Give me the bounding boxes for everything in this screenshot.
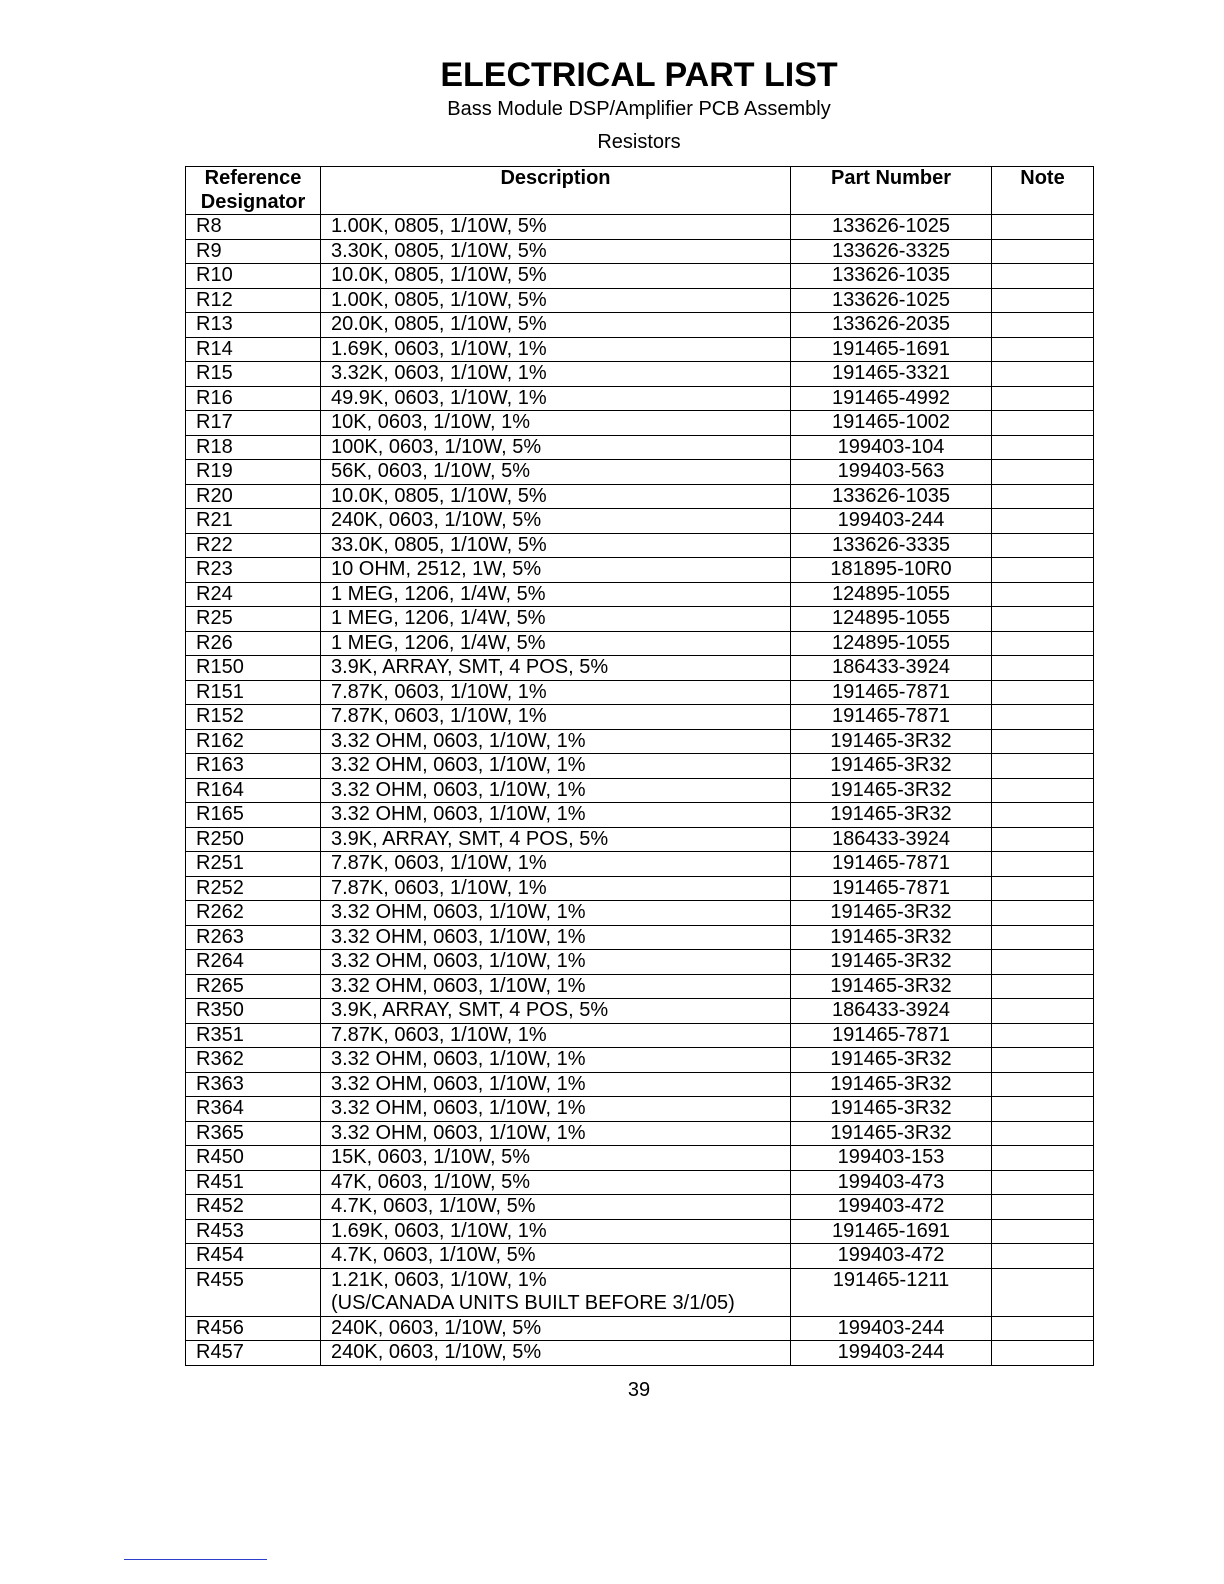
description-text: 10.0K, 0805, 1/10W, 5%	[331, 484, 547, 507]
note-cell	[992, 974, 1094, 999]
table-row	[186, 1195, 1094, 1220]
table-row	[186, 288, 1094, 313]
note-cell	[992, 827, 1094, 852]
table-row	[186, 558, 1094, 583]
note-cell	[992, 411, 1094, 436]
column-header-part-number: Part Number	[791, 167, 992, 215]
part-number-cell: 191465-3R32	[791, 754, 992, 779]
reference-designator-cell: R252	[186, 876, 321, 901]
part-number-cell: 124895-1055	[791, 631, 992, 656]
note-cell	[992, 337, 1094, 362]
description-text: 3.32 OHM, 0603, 1/10W, 1%	[331, 974, 586, 997]
description-cell	[321, 1023, 791, 1048]
note-cell	[992, 215, 1094, 240]
note-cell	[992, 288, 1094, 313]
description-text: 7.87K, 0603, 1/10W, 1%	[331, 876, 547, 899]
note-cell	[992, 533, 1094, 558]
part-number-cell: 191465-3R32	[791, 950, 992, 975]
description-text: 1 MEG, 1206, 1/4W, 5%	[331, 631, 546, 654]
description-cell	[321, 435, 791, 460]
table-row	[186, 1097, 1094, 1122]
reference-designator-cell: R162	[186, 729, 321, 754]
table-row	[186, 876, 1094, 901]
reference-designator-cell: R264	[186, 950, 321, 975]
reference-designator-cell: R351	[186, 1023, 321, 1048]
note-cell	[992, 558, 1094, 583]
reference-designator-cell: R265	[186, 974, 321, 999]
note-cell	[992, 460, 1094, 485]
description-cell	[321, 1048, 791, 1073]
description-text: 240K, 0603, 1/10W, 5%	[331, 509, 542, 531]
part-number-cell: 191465-7871	[791, 876, 992, 901]
note-cell	[992, 778, 1094, 803]
part-number-cell: 199403-104	[791, 435, 992, 460]
note-cell	[992, 1097, 1094, 1122]
part-number-cell: 191465-4992	[791, 386, 992, 411]
part-number-cell: 133626-3325	[791, 239, 992, 264]
reference-designator-cell: R24	[186, 582, 321, 607]
note-cell	[992, 264, 1094, 289]
reference-designator-cell: R14	[186, 337, 321, 362]
table-row	[186, 950, 1094, 975]
description-text: 240K, 0603, 1/10W, 5%	[331, 1341, 542, 1363]
description-text: 49.9K, 0603, 1/10W, 1%	[331, 386, 547, 409]
note-cell	[992, 656, 1094, 681]
part-number-cell: 133626-2035	[791, 313, 992, 338]
reference-designator-cell: R23	[186, 558, 321, 583]
description-cell	[321, 607, 791, 632]
description-cell	[321, 974, 791, 999]
note-cell	[992, 852, 1094, 877]
part-number-cell: 191465-3R32	[791, 1072, 992, 1097]
description-cell	[321, 1097, 791, 1122]
part-number-cell: 133626-3335	[791, 533, 992, 558]
table-row	[186, 509, 1094, 534]
table-row	[186, 386, 1094, 411]
part-number-cell: 124895-1055	[791, 607, 992, 632]
table-row	[186, 778, 1094, 803]
reference-designator-cell: R151	[186, 680, 321, 705]
table-row	[186, 1072, 1094, 1097]
description-cell	[321, 827, 791, 852]
description-cell	[321, 1146, 791, 1171]
note-cell	[992, 1341, 1094, 1366]
part-number-cell: 133626-1025	[791, 215, 992, 240]
part-number-cell: 191465-1691	[791, 1219, 992, 1244]
reference-designator-cell: R365	[186, 1121, 321, 1146]
description-text: 7.87K, 0603, 1/10W, 1%	[331, 1023, 547, 1046]
description-text: 3.9K, ARRAY, SMT, 4 POS, 5%	[331, 656, 609, 678]
table-row	[186, 1121, 1094, 1146]
description-text: 10.0K, 0805, 1/10W, 5%	[331, 264, 547, 286]
note-cell	[992, 1048, 1094, 1073]
table-row	[186, 215, 1094, 240]
reference-designator-cell: R262	[186, 901, 321, 926]
part-number-cell: 191465-7871	[791, 705, 992, 730]
description-text: 100K, 0603, 1/10W, 5%	[331, 435, 542, 458]
description-text: 3.32 OHM, 0603, 1/10W, 1%	[331, 1048, 586, 1070]
part-number-cell: 186433-3924	[791, 999, 992, 1024]
reference-designator-cell: R163	[186, 754, 321, 779]
table-row	[186, 264, 1094, 289]
note-cell	[992, 362, 1094, 387]
description-cell	[321, 901, 791, 926]
reference-designator-cell: R152	[186, 705, 321, 730]
reference-designator-cell: R165	[186, 803, 321, 828]
description-text: 3.32 OHM, 0603, 1/10W, 1%	[331, 754, 586, 776]
reference-designator-cell: R13	[186, 313, 321, 338]
table-header-row	[186, 167, 1094, 215]
part-number-cell: 186433-3924	[791, 656, 992, 681]
table-row	[186, 631, 1094, 656]
table-row	[186, 1170, 1094, 1195]
description-text: 1.00K, 0805, 1/10W, 5%	[331, 215, 547, 237]
part-number-cell: 191465-1691	[791, 337, 992, 362]
description-text: 1 MEG, 1206, 1/4W, 5%	[331, 582, 546, 605]
note-cell	[992, 1219, 1094, 1244]
note-cell	[992, 901, 1094, 926]
description-cell	[321, 1244, 791, 1269]
note-cell	[992, 582, 1094, 607]
reference-designator-cell: R452	[186, 1195, 321, 1220]
description-cell	[321, 876, 791, 901]
description-text: 3.32K, 0603, 1/10W, 1%	[331, 362, 547, 384]
table-row	[186, 1268, 1094, 1316]
description-text: 7.87K, 0603, 1/10W, 1%	[331, 680, 547, 703]
table-row	[186, 362, 1094, 387]
part-number-cell: 186433-3924	[791, 827, 992, 852]
description-text: 4.7K, 0603, 1/10W, 5%	[331, 1244, 536, 1266]
description-cell	[321, 337, 791, 362]
description-cell	[321, 215, 791, 240]
part-number-cell: 191465-3R32	[791, 974, 992, 999]
description-note-text: (US/CANADA UNITS BUILT BEFORE 3/1/05)	[331, 1292, 735, 1314]
table-row	[186, 803, 1094, 828]
table-row	[186, 533, 1094, 558]
reference-designator-cell: R15	[186, 362, 321, 387]
page-number: 39	[627, 1379, 651, 1401]
reference-designator-cell: R450	[186, 1146, 321, 1171]
reference-designator-cell: R451	[186, 1170, 321, 1195]
description-text: 1.69K, 0603, 1/10W, 1%	[331, 337, 547, 360]
reference-designator-cell: R18	[186, 435, 321, 460]
page-title: ELECTRICAL PART LIST	[440, 56, 838, 94]
note-cell	[992, 631, 1094, 656]
part-number-cell: 199403-244	[791, 1316, 992, 1341]
description-cell	[321, 313, 791, 338]
description-cell	[321, 631, 791, 656]
reference-designator-cell: R12	[186, 288, 321, 313]
note-cell	[992, 484, 1094, 509]
note-cell	[992, 1268, 1094, 1316]
description-cell	[321, 558, 791, 583]
table-row	[186, 239, 1094, 264]
description-cell	[321, 1316, 791, 1341]
part-number-cell: 133626-1035	[791, 264, 992, 289]
note-cell	[992, 1146, 1094, 1171]
description-text: 15K, 0603, 1/10W, 5%	[331, 1146, 531, 1168]
reference-designator-cell: R457	[186, 1341, 321, 1366]
description-cell	[321, 533, 791, 558]
note-cell	[992, 803, 1094, 828]
note-cell	[992, 1023, 1094, 1048]
note-cell	[992, 509, 1094, 534]
section-heading: Resistors	[597, 131, 681, 153]
note-cell	[992, 999, 1094, 1024]
table-row	[186, 1023, 1094, 1048]
part-number-cell: 191465-3R32	[791, 925, 992, 950]
reference-designator-cell: R21	[186, 509, 321, 534]
table-row	[186, 852, 1094, 877]
reference-designator-cell: R363	[186, 1072, 321, 1097]
reference-designator-cell: R364	[186, 1097, 321, 1122]
reference-designator-cell: R453	[186, 1219, 321, 1244]
description-cell	[321, 1121, 791, 1146]
part-number-cell: 191465-3R32	[791, 778, 992, 803]
description-text: 10 OHM, 2512, 1W, 5%	[331, 558, 542, 580]
part-number-cell: 124895-1055	[791, 582, 992, 607]
description-cell	[321, 852, 791, 877]
note-cell	[992, 729, 1094, 754]
reference-designator-cell: R250	[186, 827, 321, 852]
part-number-cell: 191465-3R32	[791, 1121, 992, 1146]
reference-designator-cell: R263	[186, 925, 321, 950]
note-cell	[992, 1244, 1094, 1269]
table-row	[186, 1048, 1094, 1073]
description-cell	[321, 1268, 791, 1316]
part-number-cell: 199403-153	[791, 1146, 992, 1171]
table-row	[186, 337, 1094, 362]
footnote-separator	[124, 1559, 267, 1560]
description-text: 3.9K, ARRAY, SMT, 4 POS, 5%	[331, 999, 609, 1021]
table-row	[186, 999, 1094, 1024]
description-cell	[321, 460, 791, 485]
description-cell	[321, 1072, 791, 1097]
reference-designator-cell: R362	[186, 1048, 321, 1073]
table-row	[186, 827, 1094, 852]
note-cell	[992, 435, 1094, 460]
description-cell	[321, 1170, 791, 1195]
description-text: 7.87K, 0603, 1/10W, 1%	[331, 852, 547, 874]
part-number-cell: 199403-473	[791, 1170, 992, 1195]
description-text: 10K, 0603, 1/10W, 1%	[331, 411, 531, 433]
reference-designator-cell: R350	[186, 999, 321, 1024]
column-header-reference: Reference Designator	[186, 167, 321, 215]
table-row	[186, 460, 1094, 485]
table-row	[186, 901, 1094, 926]
description-text: 1.69K, 0603, 1/10W, 1%	[331, 1219, 547, 1242]
description-cell	[321, 484, 791, 509]
parts-table-body	[186, 215, 1094, 1366]
table-row	[186, 1341, 1094, 1366]
description-text: 3.30K, 0805, 1/10W, 5%	[331, 239, 547, 262]
description-text: 4.7K, 0603, 1/10W, 5%	[331, 1195, 536, 1217]
table-row	[186, 484, 1094, 509]
note-cell	[992, 876, 1094, 901]
table-row	[186, 729, 1094, 754]
description-cell	[321, 999, 791, 1024]
parts-table	[185, 166, 1094, 1366]
part-number-cell: 199403-563	[791, 460, 992, 485]
table-row	[186, 680, 1094, 705]
reference-designator-cell: R456	[186, 1316, 321, 1341]
description-cell	[321, 705, 791, 730]
note-cell	[992, 705, 1094, 730]
reference-designator-cell: R20	[186, 484, 321, 509]
table-row	[186, 435, 1094, 460]
part-number-cell: 191465-3R32	[791, 1097, 992, 1122]
table-row	[186, 1219, 1094, 1244]
description-text: 1 MEG, 1206, 1/4W, 5%	[331, 607, 546, 629]
description-text: 56K, 0603, 1/10W, 5%	[331, 460, 531, 482]
note-cell	[992, 754, 1094, 779]
note-cell	[992, 239, 1094, 264]
part-number-cell: 191465-1211	[791, 1268, 992, 1316]
part-number-cell: 191465-3321	[791, 362, 992, 387]
description-cell	[321, 656, 791, 681]
column-header-description: Description	[321, 167, 791, 215]
note-cell	[992, 607, 1094, 632]
note-cell	[992, 1072, 1094, 1097]
note-cell	[992, 313, 1094, 338]
note-cell	[992, 680, 1094, 705]
reference-designator-cell: R164	[186, 778, 321, 803]
description-text: 3.9K, ARRAY, SMT, 4 POS, 5%	[331, 827, 609, 850]
description-cell	[321, 386, 791, 411]
part-number-cell: 191465-3R32	[791, 901, 992, 926]
description-cell	[321, 411, 791, 436]
table-row	[186, 313, 1094, 338]
description-text: 3.32 OHM, 0603, 1/10W, 1%	[331, 729, 586, 752]
reference-designator-cell: R19	[186, 460, 321, 485]
table-row	[186, 754, 1094, 779]
description-cell	[321, 582, 791, 607]
table-row	[186, 974, 1094, 999]
part-number-cell: 191465-3R32	[791, 803, 992, 828]
description-cell	[321, 950, 791, 975]
description-text: 1.21K, 0603, 1/10W, 1%	[331, 1268, 547, 1291]
table-row	[186, 582, 1094, 607]
description-text: 3.32 OHM, 0603, 1/10W, 1%	[331, 925, 586, 948]
description-cell	[321, 729, 791, 754]
page-subtitle: Bass Module DSP/Amplifier PCB Assembly	[447, 98, 831, 120]
table-row	[186, 411, 1094, 436]
description-text: 3.32 OHM, 0603, 1/10W, 1%	[331, 1072, 586, 1095]
description-text: 47K, 0603, 1/10W, 5%	[331, 1170, 531, 1193]
description-cell	[321, 509, 791, 534]
table-row	[186, 1244, 1094, 1269]
description-cell	[321, 362, 791, 387]
description-cell	[321, 680, 791, 705]
part-number-cell: 181895-10R0	[791, 558, 992, 583]
note-cell	[992, 386, 1094, 411]
description-text: 3.32 OHM, 0603, 1/10W, 1%	[331, 1121, 586, 1144]
description-cell	[321, 754, 791, 779]
reference-designator-cell: R150	[186, 656, 321, 681]
description-text: 7.87K, 0603, 1/10W, 1%	[331, 705, 547, 727]
description-text: 3.32 OHM, 0603, 1/10W, 1%	[331, 950, 586, 972]
reference-designator-cell: R26	[186, 631, 321, 656]
note-cell	[992, 950, 1094, 975]
reference-designator-cell: R251	[186, 852, 321, 877]
reference-designator-cell: R455	[186, 1268, 321, 1316]
description-text: 3.32 OHM, 0603, 1/10W, 1%	[331, 1097, 586, 1119]
description-cell	[321, 1195, 791, 1220]
note-cell	[992, 1121, 1094, 1146]
description-cell	[321, 925, 791, 950]
description-text: 3.32 OHM, 0603, 1/10W, 1%	[331, 778, 586, 801]
description-cell	[321, 239, 791, 264]
description-text: 3.32 OHM, 0603, 1/10W, 1%	[331, 901, 586, 923]
description-cell	[321, 264, 791, 289]
reference-designator-cell: R454	[186, 1244, 321, 1269]
note-cell	[992, 1195, 1094, 1220]
table-row	[186, 656, 1094, 681]
description-cell	[321, 1219, 791, 1244]
description-cell	[321, 778, 791, 803]
part-number-cell: 133626-1035	[791, 484, 992, 509]
table-row	[186, 705, 1094, 730]
part-number-cell: 191465-7871	[791, 1023, 992, 1048]
description-text: 20.0K, 0805, 1/10W, 5%	[331, 313, 547, 335]
reference-designator-cell: R10	[186, 264, 321, 289]
description-text: 3.32 OHM, 0603, 1/10W, 1%	[331, 803, 586, 825]
note-cell	[992, 1170, 1094, 1195]
table-row	[186, 1316, 1094, 1341]
reference-designator-cell: R16	[186, 386, 321, 411]
reference-designator-cell: R8	[186, 215, 321, 240]
part-number-cell: 191465-3R32	[791, 729, 992, 754]
part-number-cell: 191465-7871	[791, 680, 992, 705]
table-row	[186, 1146, 1094, 1171]
table-row	[186, 607, 1094, 632]
description-cell	[321, 803, 791, 828]
part-number-cell: 191465-1002	[791, 411, 992, 436]
description-text: 240K, 0603, 1/10W, 5%	[331, 1316, 542, 1339]
reference-designator-cell: R22	[186, 533, 321, 558]
part-number-cell: 133626-1025	[791, 288, 992, 313]
reference-designator-cell: R17	[186, 411, 321, 436]
description-text: 33.0K, 0805, 1/10W, 5%	[331, 533, 547, 556]
part-number-cell: 199403-244	[791, 1341, 992, 1366]
description-cell	[321, 288, 791, 313]
part-number-cell: 199403-244	[791, 509, 992, 534]
note-cell	[992, 1316, 1094, 1341]
description-cell	[321, 1341, 791, 1366]
part-number-cell: 199403-472	[791, 1195, 992, 1220]
part-number-cell: 191465-3R32	[791, 1048, 992, 1073]
reference-designator-cell: R9	[186, 239, 321, 264]
part-number-cell: 199403-472	[791, 1244, 992, 1269]
column-header-note: Note	[992, 167, 1094, 215]
part-number-cell: 191465-7871	[791, 852, 992, 877]
note-cell	[992, 925, 1094, 950]
table-row	[186, 925, 1094, 950]
reference-designator-cell: R25	[186, 607, 321, 632]
description-text: 1.00K, 0805, 1/10W, 5%	[331, 288, 547, 311]
